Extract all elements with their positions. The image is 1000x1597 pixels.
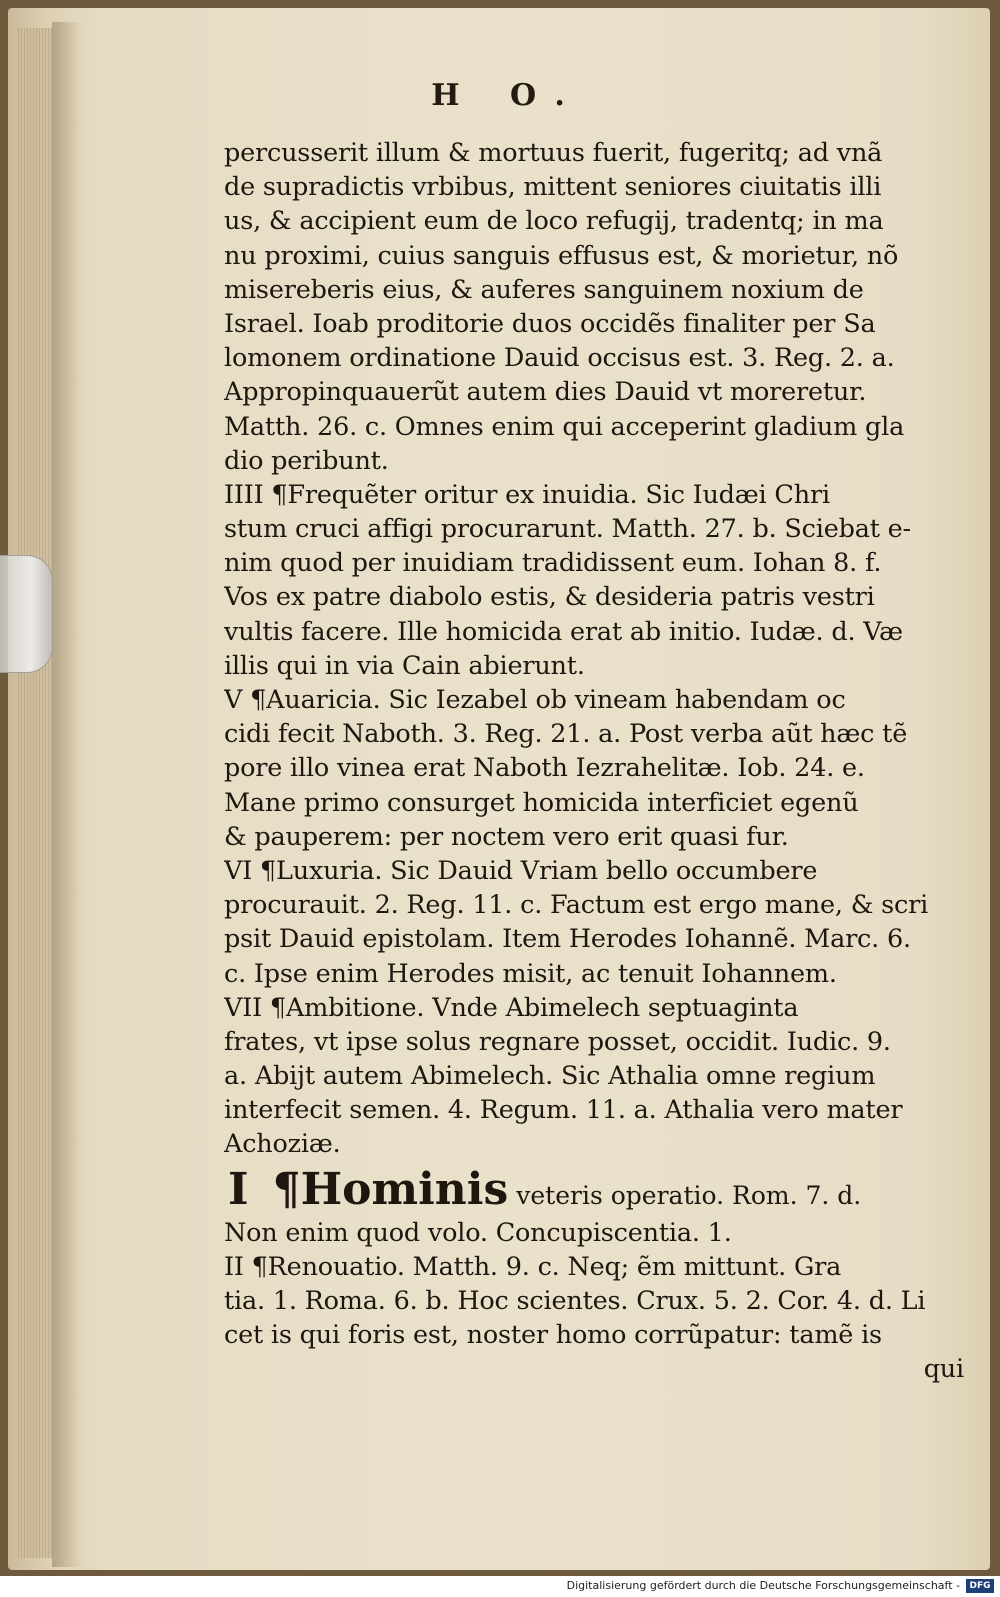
text-line: vultis facere. Ille homicida erat ab initio. Iudæ. d. Væ (224, 616, 903, 647)
text-line: & pauperem: per noctem vero erit quasi fur. (224, 821, 789, 852)
text-line: a. Abijt autem Abimelech. Sic Athalia omne regium (224, 1061, 876, 1092)
text-line: cet is qui foris est, noster homo corrũpatur: tamẽ is (224, 1320, 882, 1351)
text-line: misereberis eius, & auferes sanguinem noxium de (224, 274, 864, 305)
text-line: percusserit illum & mortuus fuerit, fugeritq; ad vnã (224, 138, 883, 168)
dfg-logo: DFG (966, 1579, 994, 1593)
heading-rest: veteris operatio. Rom. 7. d. (516, 1180, 862, 1210)
text-line: nim quod per inuidiam tradidissent eum. Iohan 8. f. (224, 548, 882, 579)
page-header: H O. (431, 78, 585, 113)
text-line: cidi fecit Naboth. 3. Reg. 21. a. Post verba aũt hæc tẽ (224, 719, 908, 750)
text-line: Israel. Ioab proditorie duos occidẽs finaliter per Sa (224, 308, 876, 339)
text-line: Mane primo consurget homicida interficiet egenũ (224, 787, 859, 818)
text-line: tia. 1. Roma. 6. b. Hoc scientes. Crux. 5. 2. Cor. 4. d. Li (224, 1286, 926, 1316)
heading-numeral: I (228, 1165, 249, 1214)
body-text (224, 136, 964, 1387)
text-line: II ¶Renouatio. Matth. 9. c. Neq; ẽm mittunt. Gra (224, 1251, 842, 1282)
text-line: de supradictis vrbibus, mittent seniores ciuitatis illi (224, 172, 882, 203)
heading-word: ¶Hominis (272, 1165, 509, 1214)
spine-shadow (52, 22, 82, 1567)
text-line: interfecit semen. 4. Regum. 11. a. Athalia vero mater (224, 1095, 903, 1126)
text-line: VI ¶Luxuria. Sic Dauid Vriam bello occumbere (224, 855, 818, 886)
text-line: nu proximi, cuius sanguis effusus est, & morietur, nõ (224, 240, 899, 271)
text-line: lomonem ordinatione Dauid occisus est. 3. Reg. 2. a. (224, 343, 895, 374)
text-line: Appropinquauerũt autem dies Dauid vt moreretur. (224, 377, 867, 408)
text-line: IIII ¶Frequẽter oritur ex inuidia. Sic Iudæi Chri (224, 479, 830, 510)
text-line: psit Dauid epistolam. Item Herodes Iohannẽ. Marc. 6. (224, 924, 911, 955)
book-page (8, 8, 990, 1570)
text-line: stum cruci affigi procurarunt. Matth. 27. b. Sciebat e- (224, 514, 911, 545)
text-line: Achoziæ. (224, 1129, 341, 1160)
text-line: VII ¶Ambitione. Vnde Abimelech septuaginta (224, 992, 799, 1023)
text-line: frates, vt ipse solus regnare posset, occidit. Iudic. 9. (224, 1026, 891, 1057)
footer-credit: Digitalisierung gefördert durch die Deutsche Forschungsgemeinschaft - (566, 1579, 960, 1592)
text-line: procurauit. 2. Reg. 11. c. Factum est ergo mane, & scri (224, 890, 929, 921)
page-clip (0, 555, 53, 673)
text-line: pore illo vinea erat Naboth Iezrahelitæ. Iob. 24. e. (224, 753, 865, 784)
text-line: Vos ex patre diabolo estis, & desideria patris vestri (224, 582, 875, 613)
footer-bar (0, 1576, 1000, 1597)
text-line: Non enim quod volo. Concupiscentia. 1. (224, 1217, 732, 1248)
section-heading (224, 1166, 964, 1214)
text-line: dio peribunt. (224, 445, 389, 476)
text-line: V ¶Auaricia. Sic Iezabel ob vineam habendam oc (224, 685, 846, 715)
text-line: c. Ipse enim Herodes misit, ac tenuit Iohannem. (224, 958, 837, 989)
page-edges (16, 28, 52, 1558)
text-line: illis qui in via Cain abierunt. (224, 650, 585, 681)
text-line: Matth. 26. c. Omnes enim qui acceperint gladium gla (224, 411, 905, 442)
text-line: us, & accipient eum de loco refugij, tradentq; in ma (224, 206, 884, 237)
catchword: qui (923, 1354, 964, 1385)
